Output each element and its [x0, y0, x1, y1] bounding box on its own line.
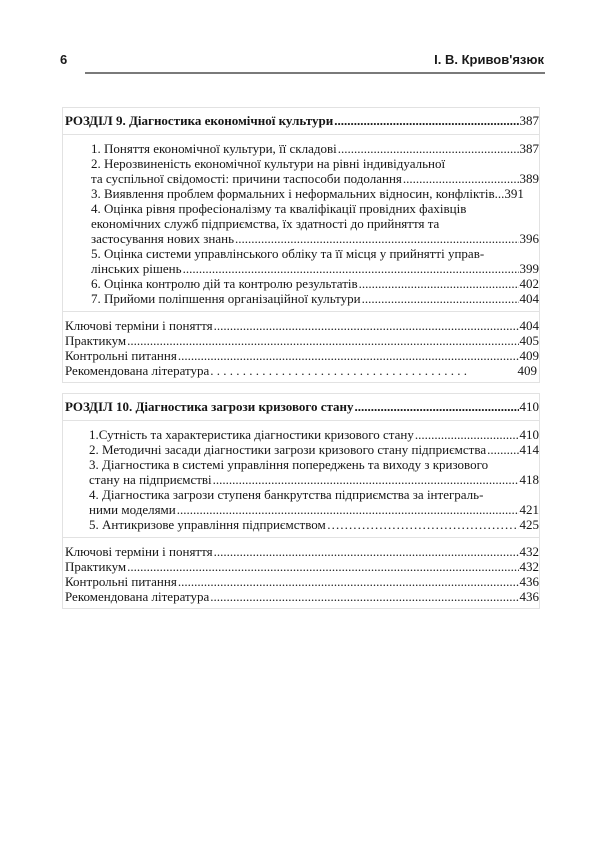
- entry-label: 3. Виявлення проблем формальних і неформальних відносин, конфліктів...: [91, 186, 505, 201]
- toc-entry[interactable]: [89, 487, 539, 517]
- chapter-title: РОЗДІЛ 9. Діагностика економічної культури: [65, 113, 334, 128]
- entry-page: 432: [519, 544, 539, 559]
- toc-chapter-10: [62, 393, 540, 609]
- entry-page: 436: [519, 574, 539, 589]
- toc-entry-control-questions[interactable]: [65, 574, 539, 589]
- toc-entry[interactable]: [91, 291, 539, 306]
- leader-dots: [127, 333, 518, 348]
- entry-label: Рекомендована література: [65, 363, 210, 378]
- entry-label: лінських рішень: [91, 261, 182, 276]
- toc-entry[interactable]: [91, 246, 539, 276]
- leader-dots: [415, 427, 519, 442]
- leader-dots: [327, 517, 519, 532]
- entry-label: Контрольні питання: [65, 574, 177, 589]
- leader-dots: [210, 363, 470, 378]
- entry-label: 4. Діагностика загрози ступеня банкрутства підприємства за інтеграль-: [89, 487, 484, 502]
- entry-label: та суспільної свідомості: причини таспособи подолання: [91, 171, 402, 186]
- entry-page: 414: [519, 442, 539, 457]
- entry-page: 405: [519, 333, 539, 348]
- entry-label: 3. Діагностика в системі управління попереджень та виходу з кризового: [89, 457, 489, 472]
- entry-page: 402: [519, 276, 539, 291]
- chapter-extras: [62, 312, 540, 383]
- page-number: 6: [60, 52, 68, 67]
- entry-page: 410: [519, 427, 539, 442]
- entry-page: 396: [519, 231, 539, 246]
- entry-page: 391: [504, 186, 524, 201]
- toc-entry[interactable]: [91, 186, 539, 201]
- entry-label: Практикум: [65, 559, 127, 574]
- leader-dots: [214, 544, 519, 559]
- running-header: [60, 50, 550, 72]
- entry-label: ними моделями: [89, 502, 176, 517]
- entry-page: 409: [519, 348, 539, 363]
- leader-dots: [178, 348, 519, 363]
- toc-entry-practicum[interactable]: [65, 559, 539, 574]
- entry-label: Контрольні питання: [65, 348, 177, 363]
- chapter-title: РОЗДІЛ 10. Діагностика загрози кризового стану: [65, 399, 354, 414]
- leader-dots: [355, 399, 519, 414]
- entry-label: Ключові терміни і поняття: [65, 318, 213, 333]
- toc-entry[interactable]: [89, 442, 539, 457]
- leader-dots: [338, 141, 519, 156]
- leader-dots: [487, 442, 518, 457]
- entry-label: 5. Антикризове управління підприємством: [89, 517, 326, 532]
- entry-label: 6. Оцінка контролю дій та контролю результатів: [91, 276, 358, 291]
- entry-page: 404: [519, 291, 539, 306]
- section-list: [62, 134, 540, 312]
- toc-entry-literature[interactable]: [65, 363, 539, 378]
- entry-label: 2. Методичні засади діагностики загрози кризового стану підприємства: [89, 442, 487, 457]
- entry-label: 7. Прийоми поліпшення організаційної культури: [91, 291, 361, 306]
- entry-page: 404: [519, 318, 539, 333]
- toc-entry[interactable]: [89, 517, 539, 532]
- entry-label: Ключові терміни і поняття: [65, 544, 213, 559]
- entry-page: 436: [519, 589, 539, 604]
- leader-dots: [210, 589, 518, 604]
- entry-page: 421: [519, 502, 539, 517]
- entry-page: 418: [519, 472, 539, 487]
- entry-label: 4. Оцінка рівня професіоналізму та кваліфікації провідних фахівців: [91, 201, 467, 216]
- entry-page: 389: [519, 171, 539, 186]
- entry-page: 387: [519, 141, 539, 156]
- chapter-page: 387: [519, 113, 539, 128]
- entry-page: 409: [517, 363, 537, 378]
- leader-dots: [235, 231, 518, 246]
- leader-dots: [359, 276, 519, 291]
- toc-entry[interactable]: [89, 457, 539, 487]
- section-list: [62, 420, 540, 538]
- toc-chapter-9: [62, 107, 540, 383]
- toc-entry-literature[interactable]: [65, 589, 539, 604]
- leader-dots: [213, 472, 519, 487]
- toc-entry[interactable]: [91, 201, 539, 246]
- header-rule: [85, 72, 545, 74]
- toc-entry[interactable]: [91, 156, 539, 186]
- entry-label: Рекомендована література: [65, 589, 210, 604]
- entry-label: економічних служб підприємства, їх здатності до прийняття та: [91, 216, 440, 231]
- leader-dots: [334, 113, 518, 128]
- toc-entry[interactable]: [89, 427, 539, 442]
- running-header-author: І. В. Кривов'язюк: [434, 52, 544, 67]
- leader-dots: [127, 559, 518, 574]
- toc-entry-practicum[interactable]: [65, 333, 539, 348]
- entry-label: стану на підприємстві: [89, 472, 212, 487]
- entry-label: Практикум: [65, 333, 127, 348]
- entry-page: 432: [519, 559, 539, 574]
- leader-dots: [214, 318, 519, 333]
- chapter-title-row[interactable]: [62, 107, 540, 134]
- leader-dots: [177, 502, 519, 517]
- leader-dots: [183, 261, 519, 276]
- toc-entry[interactable]: [91, 141, 539, 156]
- toc-entry-control-questions[interactable]: [65, 348, 539, 363]
- chapter-extras: [62, 538, 540, 609]
- leader-dots: [178, 574, 519, 589]
- entry-label: 1.Сутність та характеристика діагностики кризового стану: [89, 427, 414, 442]
- entry-label: 2. Нерозвиненість економічної культури на рівні індивідуальної: [91, 156, 446, 171]
- entry-page: 425: [519, 517, 539, 532]
- chapter-page: 410: [519, 399, 539, 414]
- leader-dots: [362, 291, 519, 306]
- entry-label: 1. Поняття економічної культури, її складові: [91, 141, 337, 156]
- toc-entry-key-terms[interactable]: [65, 544, 539, 559]
- entry-label: застосування нових знань: [91, 231, 235, 246]
- leader-dots: [403, 171, 519, 186]
- toc-entry-key-terms[interactable]: [65, 318, 539, 333]
- chapter-title-row[interactable]: [62, 393, 540, 420]
- entry-page: 399: [519, 261, 539, 276]
- entry-label: 5. Оцінка системи управлінського обліку та її місця у прийнятті управ-: [91, 246, 485, 261]
- toc-entry[interactable]: [91, 276, 539, 291]
